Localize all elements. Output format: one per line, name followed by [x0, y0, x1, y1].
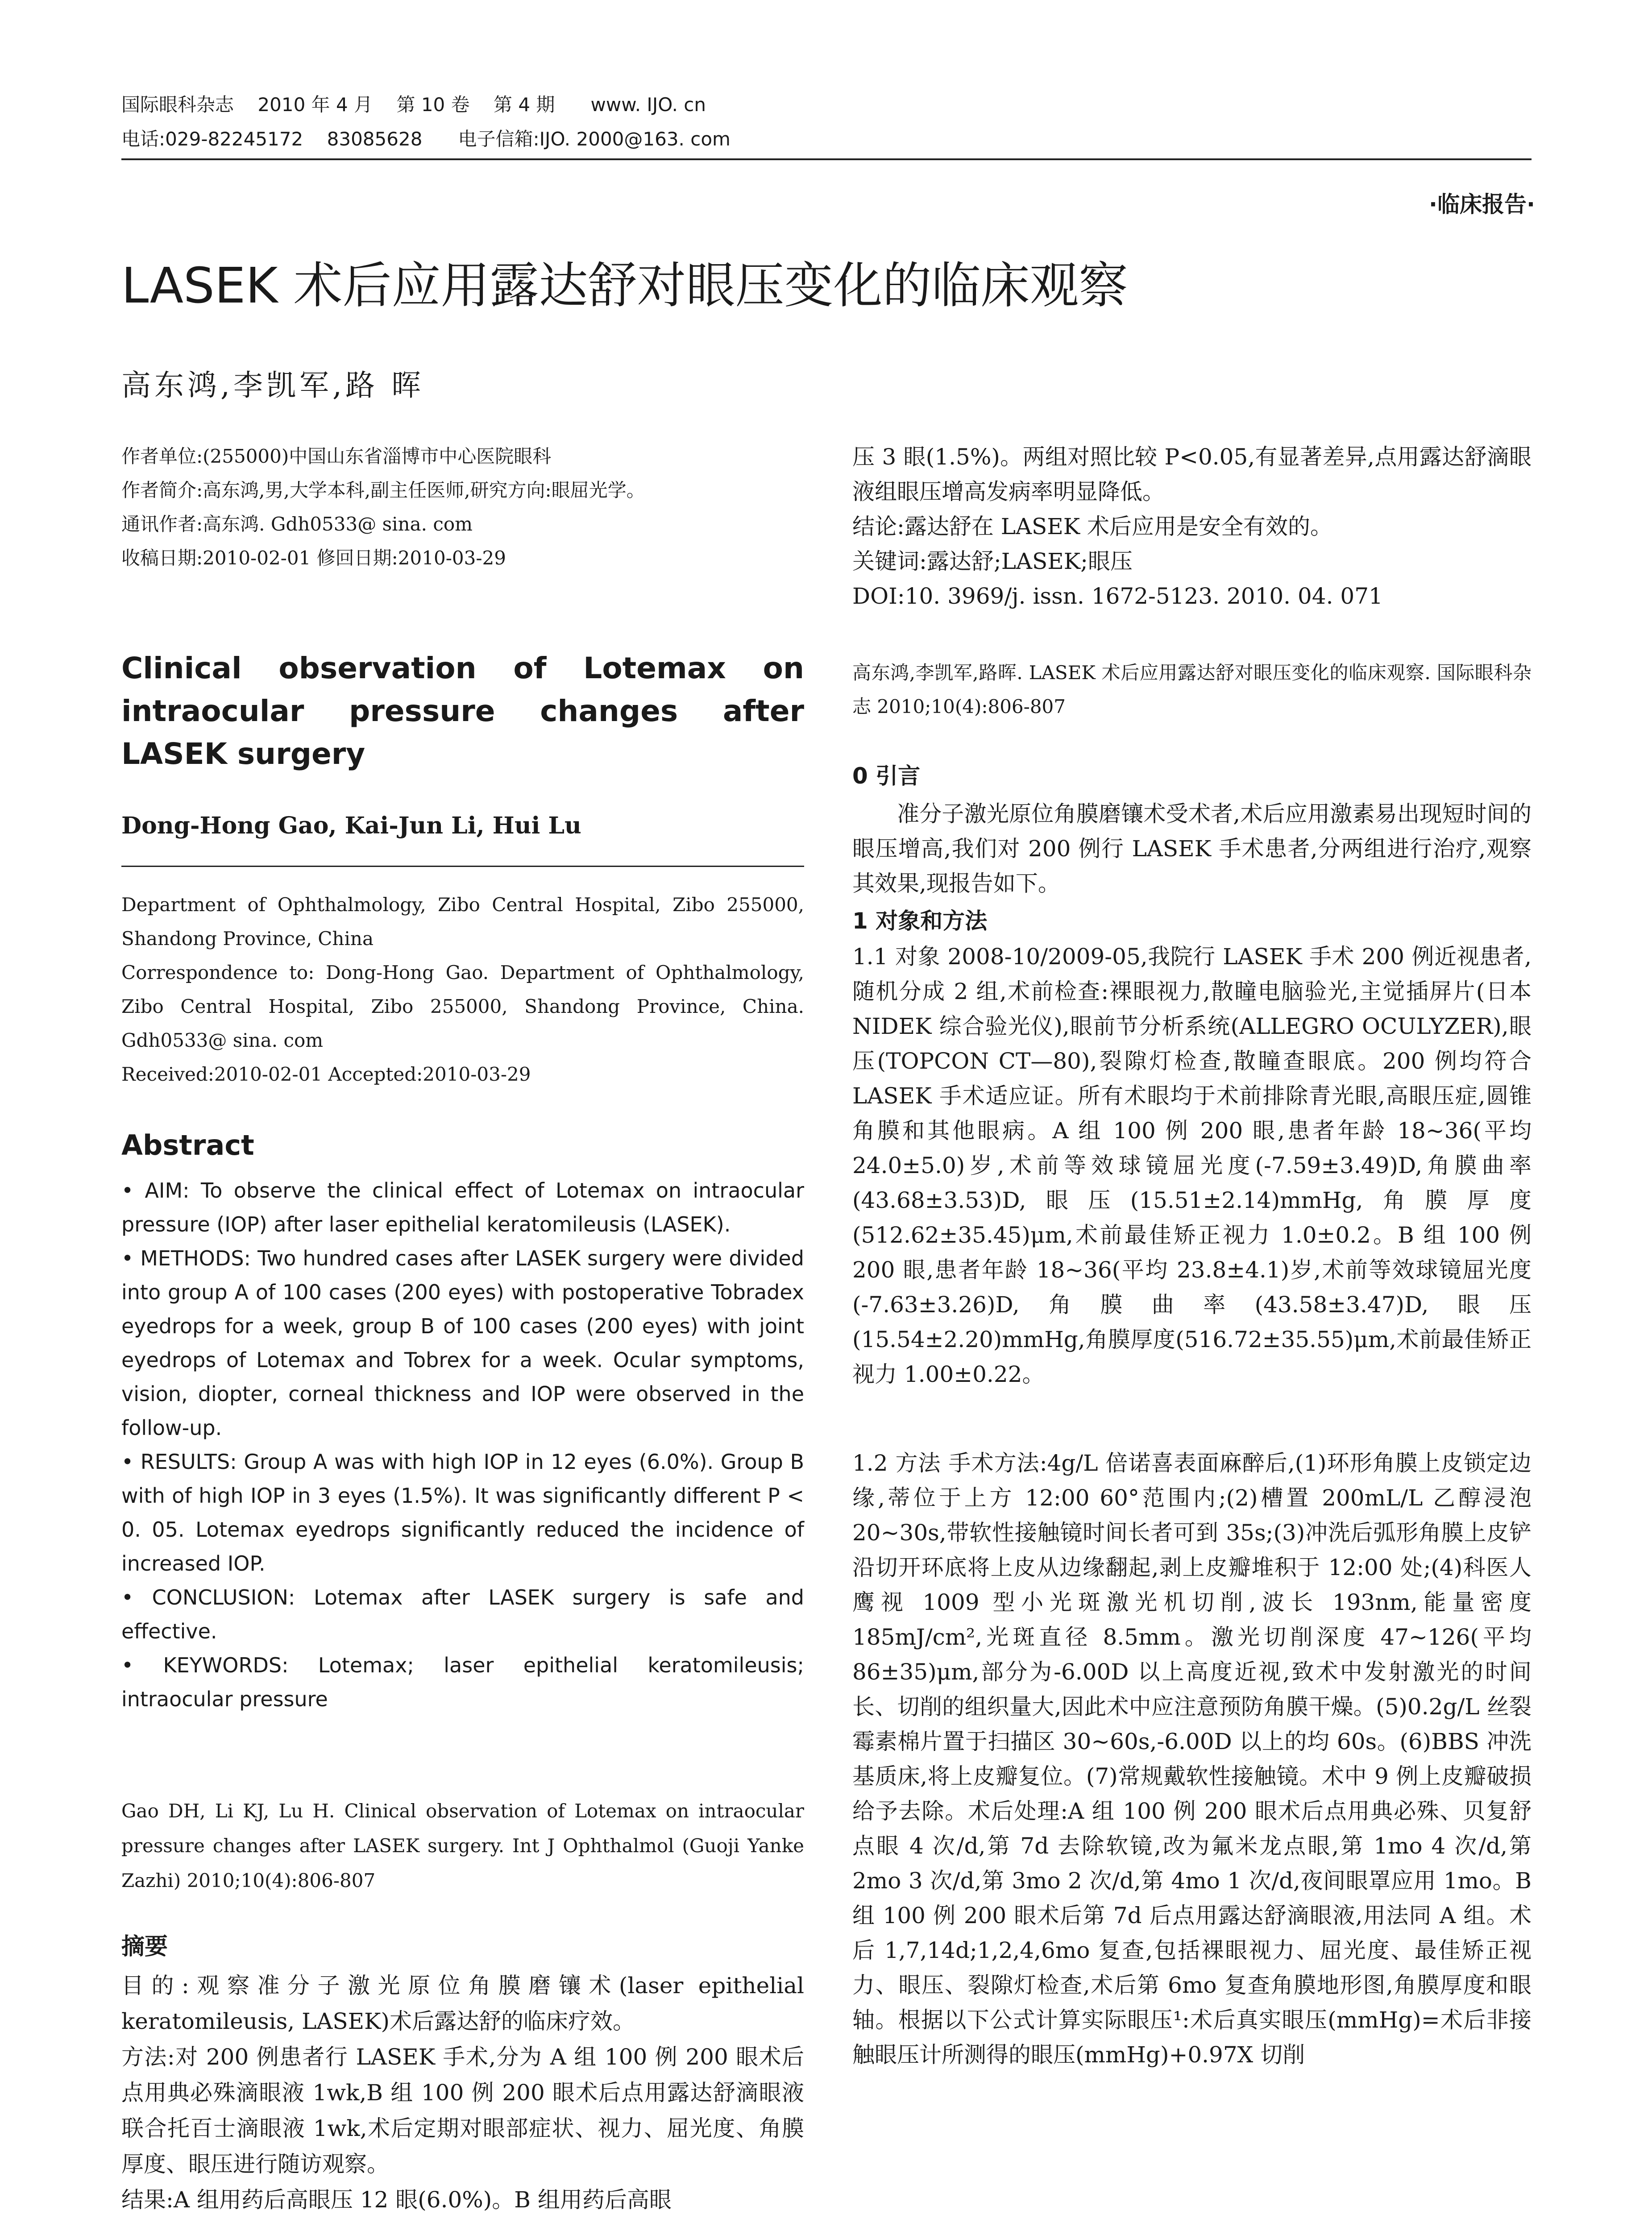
intro-heading [852, 759, 1532, 793]
zhaiyao-results: 结果:A 组用药后高眼压 12 眼(6.0%)。B 组用药后高眼 [121, 2187, 672, 2213]
english-authors-rule [121, 866, 804, 867]
intro-heading-text: 0 引言 [852, 763, 921, 789]
abstract-aim: • AIM: To observe the clinical effect of Lotemax on intraocular pressure (IOP) after laser epithelial keratomileusis (LASEK). [121, 1178, 804, 1236]
zhaiyao-heading: 摘要 [121, 1933, 168, 1960]
authors-cn: 高东鸿,李凯军,路 晖 [121, 368, 424, 402]
english-affiliation [121, 888, 804, 1091]
methods-heading [852, 904, 1532, 938]
abstract-results: • RESULTS: Group A was with high IOP in 12 eyes (6.0%). Group B with of high IOP in 3 eyes (1.5%). It was significantly different P < 0. 05. Lotemax eyedrops significantly reduced the incidence of increased IOP. [121, 1450, 804, 1576]
dates-en: Received:2010-02-01 Accepted:2010-03-29 [121, 1063, 531, 1085]
header-rule [121, 158, 1532, 160]
citation-cn: 高东鸿,李凯军,路晖. LASEK 术后应用露达舒对眼压变化的临床观察. 国际眼科杂志 2010;10(4):806-807 [852, 662, 1532, 717]
abstract-body [121, 1174, 804, 1716]
journal-header-line2: 电话:029-82245172 83085628 电子信箱:IJO. 2000@163. com [121, 128, 731, 150]
methods-heading-text: 1 对象和方法 [852, 908, 988, 934]
affiliation-en: Department of Ophthalmology, Zibo Central Hospital, Zibo 255000, Shandong Province, China [121, 894, 804, 950]
author-bio-cn: 作者简介:高东鸿,男,大学本科,副主任医师,研究方向:眼屈光学。 [121, 479, 645, 501]
english-title: Clinical observation of Lotemax on intraocular pressure changes after LASEK surgery [121, 651, 804, 771]
correspondence-en: Correspondence to: Dong-Hong Gao. Department of Ophthalmology, Zibo Central Hospital, Zibo 255000, Shandong Province, China. Gdh0533@ sina. com [121, 962, 804, 1051]
abstract-conclusion: • CONCLUSION: Lotemax after LASEK surgery is safe and effective. [121, 1585, 804, 1643]
english-authors: Dong-Hong Gao, Kai-Jun Li, Hui Lu [121, 812, 581, 839]
keywords-cn: 关键词:露达舒;LASEK;眼压 [852, 548, 1133, 574]
section-1-1: 1.1 对象 2008-10/2009-05,我院行 LASEK 手术 200 例近视患者,随机分成 2 组,术前检查:裸眼视力,散瞳电脑验光,主觉插屏片(日本 NIDEK 综合验光仪),眼前节分析系统(ALLEGRO OCULYZER),眼压(TOPCON CT—80),裂隙灯检查,散瞳查眼底。200 例均符合 LASEK 手术适应证。所有术眼均于术前排除青光眼,高眼压症,圆锥角膜和其他眼病。A 组 100 例 200 眼,患者年龄 18~36(平均 24.0±5.0)岁,术前等效球镜屈光度(-7.59±3.49)D,角膜曲率(43.68±3.53)D,眼压(15.51±2.14)mmHg,角膜厚度(512.62±35.45)μm,术前最佳矫正视力 1.0±0.2。B 组 100 例 200 眼,患者年龄 18~36(平均 23.8±4.1)岁,术前等效球镜屈光度(-7.63±3.26)D,角膜曲率(43.58±3.47)D,眼压(15.54±2.20)mmHg,角膜厚度(516.72±35.55)μm,术前最佳矫正视力 1.00±0.22。 [852, 944, 1532, 1387]
abstract-keywords: • KEYWORDS: Lotemax; laser epithelial keratomileusis; intraocular pressure [121, 1653, 804, 1711]
correspondence-cn: 通讯作者:高东鸿. Gdh0533@ sina. com [121, 513, 473, 535]
citation-en: Gao DH, Li KJ, Lu H. Clinical observation of Lotemax on intraocular pressure changes after LASEK surgery. Int J Ophthalmol (Guoji Yanke Zazhi) 2010;10(4):806-807 [121, 1800, 804, 1891]
section-1-2: 1.2 方法 手术方法:4g/L 倍诺喜表面麻醉后,(1)环形角膜上皮锁定边缘,蒂位于上方 12:00 60°范围内;(2)槽置 200mL/L 乙醇浸泡 20~30s,带软性接触镜时间长者可到 35s;(3)冲洗后弧形角膜上皮铲沿切开环底将上皮从边缘翻起,剥上皮瓣堆积于 12:00 处;(4)科医人鹰视 1009 型小光斑激光机切削,波长 193nm,能量密度 185mJ/cm²,光斑直径 8.5mm。激光切削深度 47~126(平均 86±35)μm,部分为-6.00D 以上高度近视,致术中发射激光的时间长、切削的组织量大,因此术中应注意预防角膜干燥。(5)0.2g/L 丝裂霉素棉片置于扫描区 30~60s,-6.00D 以上的均 60s。(6)BBS 冲洗基质床,将上皮瓣复位。(7)常规戴软性接触镜。术中 9 例上皮瓣破损给予去除。术后处理:A 组 100 例 200 眼术后点用典必殊、贝复舒点眼 4 次/d,第 7d 去除软镜,改为氟米龙点眼,第 1mo 4 次/d,第 2mo 3 次/d,第 3mo 2 次/d,第 4mo 1 次/d,夜间眼罩应用 1mo。B 组 100 例 200 眼术后第 7d 后点用露达舒滴眼液,用法同 A 组。术后 1,7,14d;1,2,4,6mo 复查,包括裸眼视力、屈光度、最佳矫正视力、眼压、裂隙灯检查,术后第 6mo 复查角膜地形图,角膜厚度和眼轴。根据以下公式计算实际眼压¹:术后真实眼压(mmHg)=术后非接触眼压计所测得的眼压(mmHg)+0.97X 切削 [852, 1450, 1532, 2068]
abstract-methods: • METHODS: Two hundred cases after LASEK surgery were divided into group A of 100 cases (200 eyes) with postoperative Tobradex eyedrops for a week, group B of 100 cases (200 eyes) with joint eyedrops of Lotemax and Tobrex for a week. Ocular symptoms, vision, diopter, corneal thickness and IOP were observed in the follow-up. [121, 1246, 804, 1440]
section-tag: ·临床报告· [1429, 191, 1535, 217]
abstract-heading: Abstract [121, 1129, 254, 1161]
dates-cn: 收稿日期:2010-02-01 修回日期:2010-03-29 [121, 547, 506, 569]
zhaiyao-body [121, 1968, 804, 2218]
doi: DOI:10. 3969/j. issn. 1672-5123. 2010. 04. 071 [852, 583, 1383, 609]
intro-text: 准分子激光原位角膜磨镶术受术者,术后应用激素易出现短时间的眼压增高,我们对 200 例行 LASEK 手术患者,分两组进行治疗,观察其效果,现报告如下。 [852, 801, 1532, 896]
conclusion-cn: 结论:露达舒在 LASEK 术后应用是安全有效的。 [852, 514, 1333, 539]
author-meta [121, 440, 804, 575]
affiliation-cn: 作者单位:(255000)中国山东省淄博市中心医院眼科 [121, 445, 552, 467]
results-continued: 压 3 眼(1.5%)。两组对照比较 P<0.05,有显著差异,点用露达舒滴眼液组眼压增高发病率明显降低。 [852, 444, 1532, 505]
article-title: LASEK 术后应用露达舒对眼压变化的临床观察 [121, 257, 1128, 314]
right-top-block [852, 440, 1532, 614]
zhaiyao-objective: 目的:观察准分子激光原位角膜磨镶术(laser epithelial keratomileusis, LASEK)术后露达舒的临床疗效。 [121, 1973, 804, 2034]
zhaiyao-methods: 方法:对 200 例患者行 LASEK 手术,分为 A 组 100 例 200 眼术后点用典必殊滴眼液 1wk,B 组 100 例 200 眼术后点用露达舒滴眼液联合托百士滴眼液 1wk,术后定期对眼部症状、视力、屈光度、角膜厚度、眼压进行随访观察。 [121, 2044, 804, 2177]
journal-header-line1: 国际眼科杂志 2010 年 4 月 第 10 卷 第 4 期 www. IJO. cn [121, 94, 706, 116]
